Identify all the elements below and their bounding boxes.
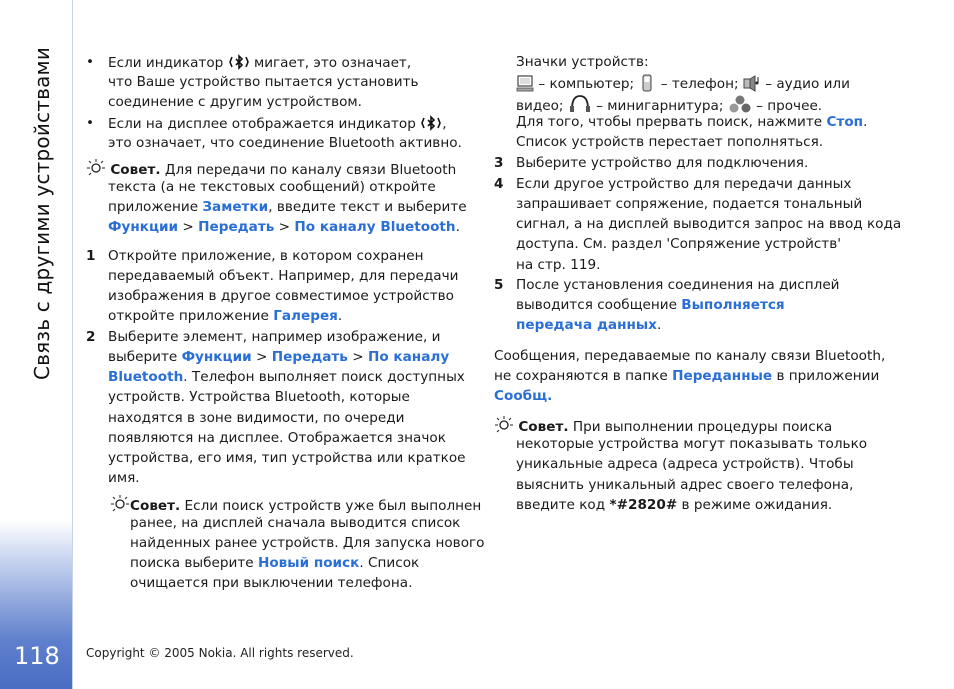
text-line: передача данных. (516, 317, 662, 333)
text-line: Если другое устройство для передачи данных (516, 176, 852, 192)
text-line: это означает, что соединение Bluetooth активно. (108, 135, 462, 151)
text-line: Сообщ. (494, 388, 553, 404)
text-line: Список устройств перестает пополняться. (516, 134, 824, 150)
bullet: • (86, 115, 95, 131)
text-line: соединение с другим устройством. (108, 94, 362, 110)
text-line: текста (а не текстовых сообщений) откройте (108, 179, 436, 195)
tip-bulb-icon (494, 416, 514, 434)
text-line: устройства, его имя, тип устройства или краткое (108, 450, 466, 466)
other-device-icon (728, 94, 752, 112)
text-line: – компьютер; – телефон; – аудио или (516, 74, 850, 92)
text-line: После установления соединения на дисплей (516, 277, 840, 293)
audio-video-icon (743, 74, 761, 92)
step-number: 1 (86, 248, 96, 264)
text-line: Для того, чтобы прервать поиск, нажмите Стоп. (516, 114, 868, 130)
tip-bulb-icon (86, 159, 106, 177)
text-line: уникальные адреса (адреса устройств). Чтобы (516, 456, 854, 472)
step-number: 4 (494, 176, 504, 192)
text-line: Выберите устройство для подключения. (516, 155, 809, 171)
text-line: запрашивает сопряжение, подается тональный (516, 196, 863, 212)
chapter-title: Связь с другими устройствами (30, 46, 54, 380)
text-line: Значки устройств: (516, 54, 649, 70)
text-line: Откройте приложение, в котором сохранен (108, 248, 424, 264)
computer-icon (516, 74, 534, 92)
text-line: приложение Заметки, введите текст и выберите (108, 199, 467, 215)
text-line: Если на дисплее отображается индикатор , (108, 116, 447, 132)
text-line: выводится сообщение Выполняется (516, 297, 785, 313)
text-line: не сохраняются в папке Переданные в приложении (494, 368, 880, 384)
step-number: 2 (86, 329, 96, 345)
text-line: Bluetooth. Телефон выполняет поиск доступных (108, 369, 465, 385)
bullet: • (86, 54, 95, 70)
copyright-footer: Copyright © 2005 Nokia. All rights reserved. (86, 646, 354, 660)
text-line: выяснить уникальный адрес своего телефона, (516, 477, 854, 493)
text-line: Сообщения, передаваемые по каналу связи Bluetooth, (494, 348, 886, 364)
bluetooth-active-icon (420, 115, 442, 131)
tip-line: Совет. При выполнении процедуры поиска (494, 416, 832, 435)
step-number: 3 (494, 155, 504, 171)
phone-icon (638, 74, 656, 92)
text-line: очищается при выключении телефона. (130, 575, 413, 591)
text-line: Выберите элемент, например изображение, и (108, 329, 441, 345)
text-line: Если индикатор мигает, это означает, (108, 55, 412, 71)
text-line: видео; – минигарнитура; – прочее. (516, 94, 822, 114)
text-line: находятся в зоне видимости, по очереди (108, 410, 405, 426)
text-line: найденных ранее устройств. Для запуска нового (130, 535, 485, 551)
text-line: доступа. См. раздел 'Сопряжение устройств' (516, 236, 841, 252)
text-line: ранее, на дисплей сначала выводится список (130, 515, 461, 531)
text-line: поиска выберите Новый поиск. Список (130, 555, 420, 571)
bluetooth-blinking-icon (228, 54, 250, 70)
text-line: имя. (108, 470, 140, 486)
text-line: передаваемый объект. Например, для передачи (108, 268, 459, 284)
text-line: на стр. 119. (516, 257, 601, 273)
text-line: Функции > Передать > По каналу Bluetooth. (108, 219, 460, 235)
headset-icon (568, 94, 592, 112)
sidebar (0, 0, 73, 689)
text-line: введите код *#2820# в режиме ожидания. (516, 497, 833, 513)
tip-line: Совет. Если поиск устройств уже был выполнен (110, 495, 481, 514)
tip-line: Совет. Для передачи по каналу связи Bluetooth (86, 159, 456, 178)
step-number: 5 (494, 277, 504, 293)
text-line: что Ваше устройство пытается установить (108, 74, 419, 90)
text-line: откройте приложение Галерея. (108, 308, 343, 324)
text-line: выберите Функции > Передать > По каналу (108, 349, 450, 365)
text-line: устройств. Устройства Bluetooth, которые (108, 389, 410, 405)
text-line: изображения в другое совместимое устройство (108, 288, 454, 304)
text-line: некоторые устройства могут показывать только (516, 436, 868, 452)
text-line: сигнал, а на дисплей выводится запрос на ввод кода (516, 216, 902, 232)
tip-bulb-icon (110, 495, 130, 513)
text-line: появляются на дисплее. Отображается значок (108, 430, 446, 446)
page-number: 118 (14, 642, 60, 670)
